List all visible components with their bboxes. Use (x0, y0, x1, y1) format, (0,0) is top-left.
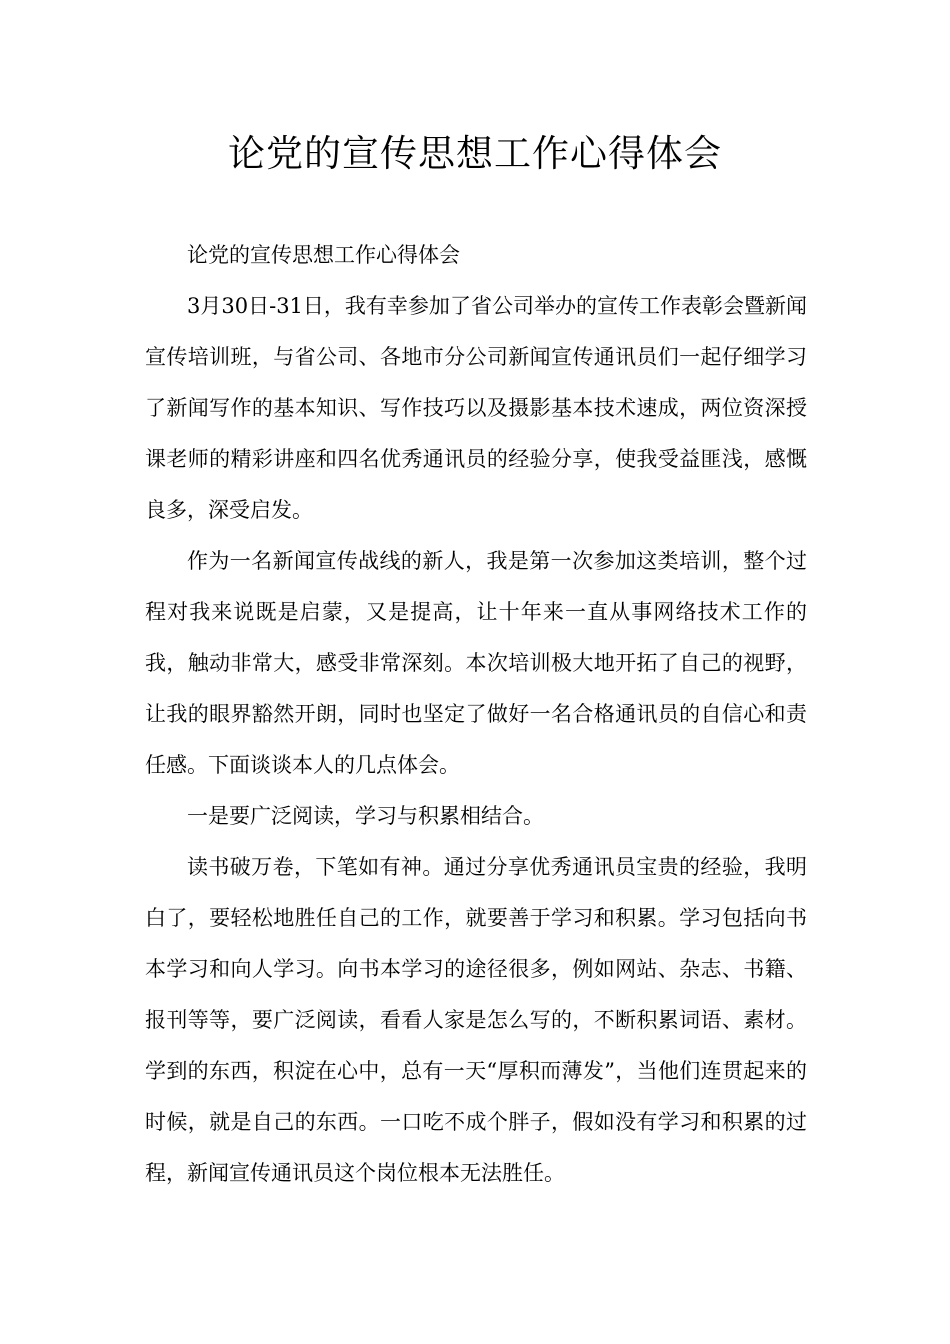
paragraph-training-intro: 3月30日-31日，我有幸参加了省公司举办的宣传工作表彰会暨新闻宣传培训班，与省公司、各地市分公司新闻宣传通讯员们一起仔细学习了新闻写作的基本知识、写作技巧以及摄影基本技术速成，两位资深授课老师的精彩讲座和四名优秀通讯员的经验分享，使我受益匪浅，感慨良多，深受启发。 (145, 294, 807, 522)
paragraph-subtitle: 论党的宣传思想工作心得体会 (187, 243, 460, 267)
paragraph-reading-accumulation: 读书破万卷，下笔如有神。通过分享优秀通讯员宝贵的经验，我明白了，要轻松地胜任自己的工作，就要善于学习和积累。学习包括向书本学习和向人学习。向书本学习的途径很多，例如网站、杂志、书籍、报刊等等，要广泛阅读，看看人家是怎么写的，不断积累词语、素材。学到的东西，积淀在心中，总有一天“厚积而薄发”，当他们连贯起来的时候，就是自己的东西。一口吃不成个胖子，假如没有学习和积累的过程，新闻宣传通讯员这个岗位根本无法胜任。 (145, 855, 807, 1185)
paragraph-newcomer-experience: 作为一名新闻宣传战线的新人，我是第一次参加这类培训，整个过程对我来说既是启蒙，又是提高，让十年来一直从事网络技术工作的我，触动非常大，感受非常深刻。本次培训极大地开拓了自己的视野，让我的眼界豁然开朗，同时也坚定了做好一名合格通讯员的自信心和责任感。下面谈谈本人的几点体会。 (145, 549, 807, 777)
paragraph-point-one-heading: 一是要广泛阅读，学习与积累相结合。 (187, 804, 544, 828)
document-body (145, 230, 807, 1199)
document-title: 论党的宣传思想工作心得体会 (228, 132, 722, 175)
